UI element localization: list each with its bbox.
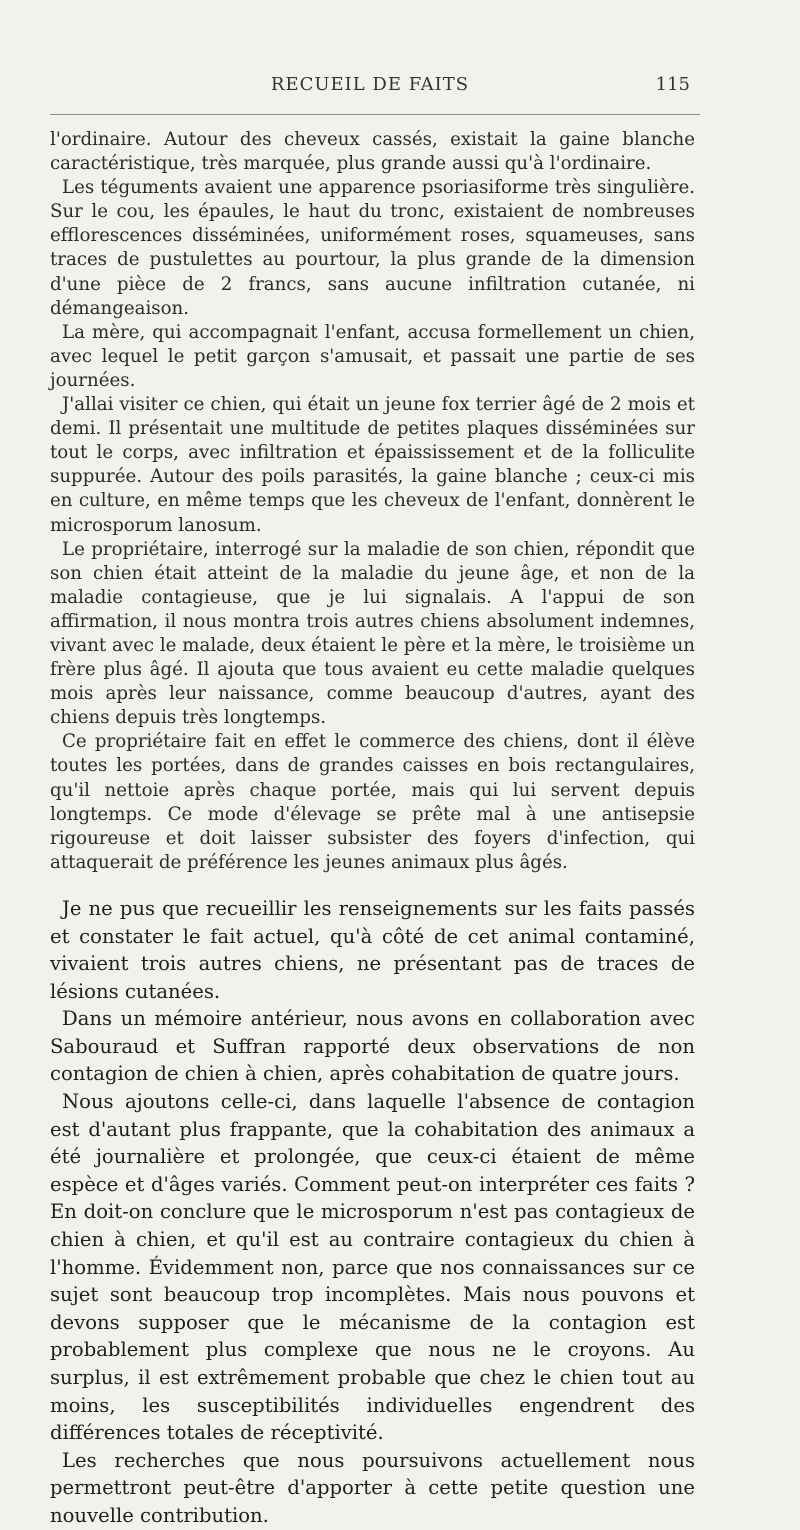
running-title: RECUEIL DE FAITS (270, 74, 470, 95)
page-number: 115 (655, 74, 690, 95)
commentary-paragraph: Nous ajoutons celle-ci, dans laquelle l'absence de contagion est d'autant plus frappante, que la cohabitation des animaux a été journalière et prolongée, que ceux-ci étaient de même espèce et d'âges variés. Comment peut-on interpréter ces faits ? En doit-on conclure que le microsporum n'est pas contagieux de chien à chien, et qu'il est au contraire contagieux du chien à l'homme. Évidemment non, parce que nos connaissances sur ce sujet sont beaucoup trop incomplètes. Mais nous pouvons et devons supposer que le mécanisme de la contagion est probablement plus complexe que nous ne le croyons. Au surplus, il est extrêmement probable que chez le chien tout au moins, les susceptibilités individuelles engendrent des différences totales de réceptivité. (50, 1090, 695, 1445)
paragraph: Les téguments avaient une apparence psoriasiforme très singulière. Sur le cou, les épaules, le haut du tronc, existaient de nombreuses efflorescences disséminées, uniformément roses, squameuses, sans traces de pustulettes au pourtour, la plus grande de la dimension d'une pièce de 2 francs, sans aucune infiltration cutanée, ni démangeaison. (50, 177, 695, 319)
section-gap (50, 875, 695, 895)
paragraph: l'ordinaire. Autour des cheveux cassés, existait la gaine blanche caractéristique, très marquée, plus grande aussi qu'à l'ordinaire. (50, 129, 695, 175)
paragraph: Ce propriétaire fait en effet le commerce des chiens, dont il élève toutes les portées, dans de grandes caisses en bois rectangulaires, qu'il nettoie après chaque portée, mais qui lui servent depuis longtemps. Ce mode d'élevage se prête mal à une antisepsie rigoureuse et doit laisser subsister des foyers d'infection, qui attaquerait de préférence les jeunes animaux plus âgés. (50, 731, 695, 873)
page-header (50, 74, 690, 102)
header-rule (50, 114, 700, 115)
paragraph: J'allai visiter ce chien, qui était un jeune fox terrier âgé de 2 mois et demi. Il présentait une multitude de petites plaques disséminées sur tout le corps, avec infiltration et épaississement et de la folliculite suppurée. Autour des poils parasités, la gaine blanche ; ceux-ci mis en culture, en même temps que les cheveux de l'enfant, donnèrent le microsporum lanosum. (50, 394, 695, 536)
commentary-paragraph: Les recherches que nous poursuivons actuellement nous permettront peut-être d'apporter à cette petite question une nouvelle contribution. (50, 1448, 695, 1527)
page-body (50, 128, 695, 1530)
commentary-paragraph: Je ne pus que recueillir les renseignements sur les faits passés et constater le fait actuel, qu'à côté de cet animal contaminé, vivaient trois autres chiens, ne présentant pas de traces de lésions cutanées. (50, 896, 695, 1003)
paragraph: Le propriétaire, interrogé sur la maladie de son chien, répondit que son chien était atteint de la maladie du jeune âge, et non de la maladie contagieuse, que je lui signalais. A l'appui de son affirmation, il nous montra trois autres chiens absolument indemnes, vivant avec le malade, deux étaient le père et la mère, le troisième un frère plus âgé. Il ajouta que tous avaient eu cette maladie quelques mois après leur naissance, comme beaucoup d'autres, ayant des chiens depuis très longtemps. (50, 538, 695, 729)
paragraph: La mère, qui accompagnait l'enfant, accusa formellement un chien, avec lequel le petit garçon s'amusait, et passait une partie de ses journées. (50, 321, 695, 391)
commentary-paragraph: Dans un mémoire antérieur, nous avons en collaboration avec Sabouraud et Suffran rapporté deux observations de non contagion de chien à chien, après cohabitation de quatre jours. (50, 1007, 695, 1086)
